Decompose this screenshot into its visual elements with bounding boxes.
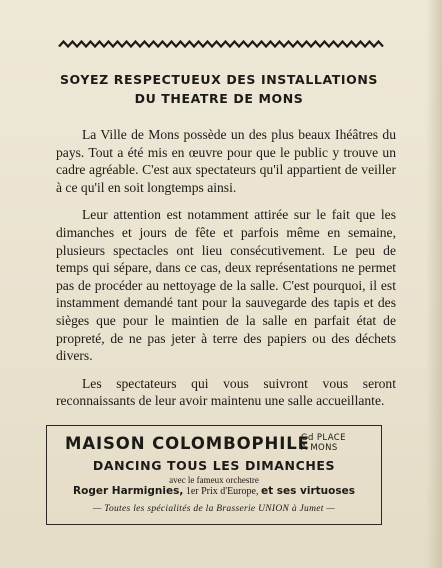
ad-orchestra-name: Roger Harmignies, bbox=[73, 485, 184, 497]
ad-dancing: DANCING TOUS LES DIMANCHES bbox=[92, 458, 336, 473]
ad-address-line-1: Gd PLACE bbox=[301, 433, 346, 443]
ad-avec: avec le fameux orchestre bbox=[169, 475, 259, 485]
advertisement-box bbox=[46, 425, 382, 525]
notice-text bbox=[56, 126, 396, 420]
page-edge-shadow bbox=[426, 0, 442, 568]
ad-virtuoses: et ses virtuoses bbox=[260, 485, 355, 497]
ad-title: MAISON COLOMBOPHILE bbox=[65, 434, 310, 453]
paragraph-3: Les spectateurs qui vous suivront vous seront reconnaissants de leur avoir maintenu une salle accueillante. bbox=[56, 375, 396, 409]
ad-orchestra bbox=[47, 485, 381, 497]
ad-address bbox=[301, 433, 346, 453]
page-heading bbox=[40, 70, 398, 108]
heading-line-2: DU THEATRE DE MONS bbox=[134, 91, 304, 106]
zigzag-divider bbox=[58, 40, 386, 48]
paragraph-2: Leur attention est notamment attirée sur le fait que les dimanches et jours de fête et parfois même en semaine, plusieurs spectacles ont lieu consécutivement. Le peu de temps qui sépare, dans ce cas, deux représentations ne permet pas de procéder au nettoyage de la salle. C'est pourquoi, il est instamment demandé tant pour la sauvegarde des tapis et des sièges que pour le maintien de la salle en parfait état de propreté, de ne pas jeter à terre des papiers ou des déchets divers. bbox=[56, 207, 396, 364]
paragraph-1: La Ville de Mons possède un des plus beaux Ihéâtres du pays. Tout a été mis en œuvre pour que le public y trouve un cadre agréable. C'est aux spectateurs qu'il appartient de veiller à ce qu'il en soit longtemps ainsi. bbox=[56, 127, 396, 195]
ad-brasserie: — Toutes les spécialités de la Brasserie UNION à Jumet — bbox=[92, 504, 336, 514]
ad-prize: 1er Prix d'Europe, bbox=[183, 486, 261, 497]
heading-line-1: SOYEZ RESPECTUEUX DES INSTALLATIONS bbox=[59, 72, 379, 87]
ad-address-line-2: A MONS bbox=[301, 443, 338, 453]
